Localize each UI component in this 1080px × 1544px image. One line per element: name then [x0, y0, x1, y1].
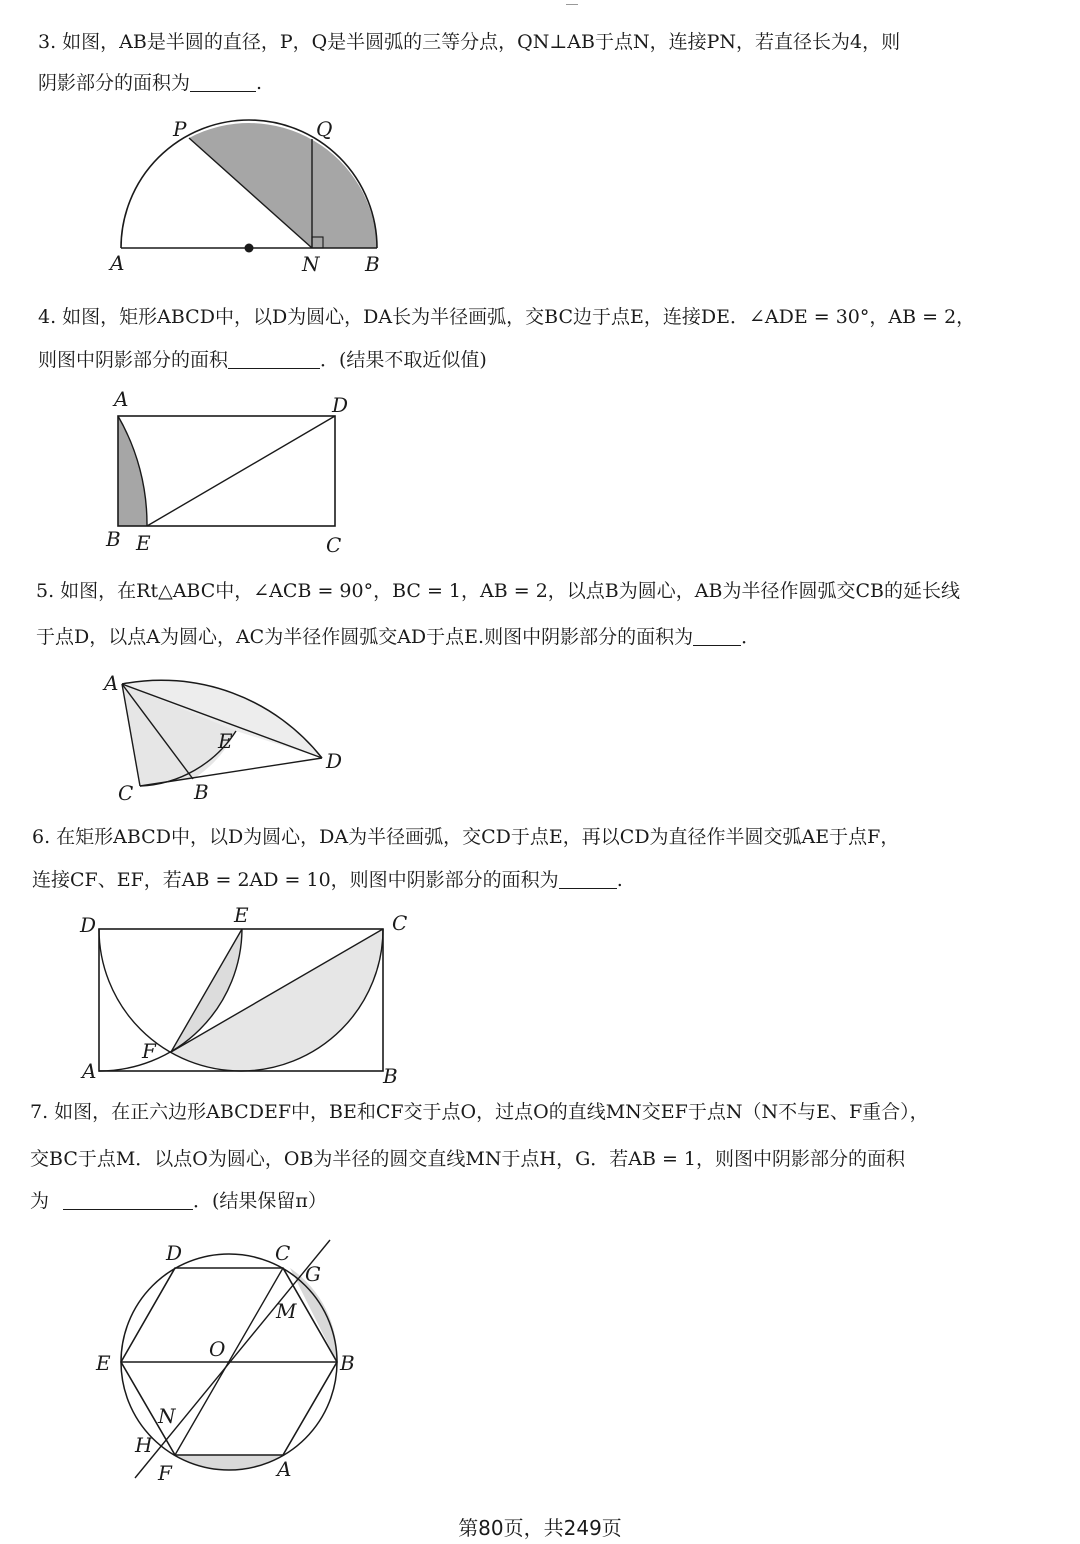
question-text: 如图，在Rt△ABC中，∠ACB = 90°，BC = 1，AB = 2，以点B为圆心，AB为半径作圆弧交CB的延长线: [60, 580, 960, 602]
question-text: 交BC于点M．以点O为圆心，OB为半径的圆交直线MN于点H，G．若AB = 1，则图中阴影部分的面积: [30, 1148, 906, 1170]
label-N: N: [158, 1404, 176, 1428]
label-C: C: [326, 533, 342, 557]
label-D: D: [80, 913, 97, 937]
label-D: D: [166, 1241, 183, 1265]
label-A: A: [82, 1059, 97, 1083]
question-text: 如图，AB是半圆的直径，P，Q是半圆弧的三等分点，QN⊥AB于点N，连接PN，若直径长为4，则: [62, 31, 901, 53]
question-text: 则图中阴影部分的面积: [38, 349, 229, 371]
label-C: C: [392, 911, 408, 935]
question-text-end: .: [616, 869, 623, 891]
label-F: F: [158, 1461, 172, 1485]
label-E: E: [96, 1351, 111, 1375]
page-footer: 第80页，共249页: [458, 1516, 622, 1540]
label-B: B: [383, 1064, 398, 1088]
question-text-end: ．(结果保留π）: [193, 1190, 327, 1212]
label-D: D: [332, 393, 349, 417]
question-number: 4.: [38, 306, 57, 328]
question-text-end: ．: [741, 626, 761, 648]
label-O: O: [209, 1337, 226, 1361]
label-B: B: [106, 527, 121, 551]
question-text-end: ．(结果不取近似值): [320, 349, 487, 371]
label-A: A: [277, 1457, 292, 1481]
question-number: 6.: [32, 826, 51, 848]
question-text: 如图，在正六边形ABCDEF中，BE和CF交于点O，过点O的直线MN交EF于点N（N不与E、F重合），: [54, 1101, 929, 1123]
question-text: 为: [30, 1190, 50, 1212]
label-E: E: [136, 531, 151, 555]
question-number: 5.: [36, 580, 55, 602]
label-N: N: [302, 252, 320, 276]
label-D: D: [326, 749, 343, 773]
label-C: C: [275, 1241, 291, 1265]
label-B: B: [194, 780, 209, 804]
label-B: B: [365, 252, 380, 276]
label-M: M: [276, 1299, 297, 1323]
question-text: 连接CF、EF，若AB = 2AD = 10，则图中阴影部分的面积为: [32, 869, 559, 891]
label-E: E: [234, 903, 249, 927]
question-text: 于点D，以点A为圆心，AC为半径作圆弧交AD于点E.则图中阴影部分的面积为: [36, 626, 694, 648]
question-text: 如图，矩形ABCD中，以D为圆心，DA长为半径画弧，交BC边于点E，连接DE．∠ADE = 30°，AB = 2，: [62, 306, 976, 328]
label-E: E: [218, 729, 233, 753]
label-F: F: [142, 1039, 156, 1063]
label-C: C: [118, 781, 134, 805]
label-Q: Q: [316, 117, 333, 141]
question-number: 7.: [30, 1101, 49, 1123]
label-H: H: [135, 1433, 153, 1457]
question-text: 阴影部分的面积为: [38, 72, 191, 94]
label-A: A: [104, 671, 119, 695]
question-text-end: .: [256, 72, 263, 94]
label-P: P: [173, 117, 187, 141]
question-number: 3.: [38, 31, 57, 53]
label-A: A: [114, 387, 129, 411]
label-B: B: [340, 1351, 355, 1375]
label-G: G: [305, 1262, 321, 1286]
question-text: 在矩形ABCD中，以D为圆心，DA为半径画弧，交CD于点E，再以CD为直径作半圆交弧AE于点F，: [56, 826, 900, 848]
label-A: A: [110, 251, 125, 275]
